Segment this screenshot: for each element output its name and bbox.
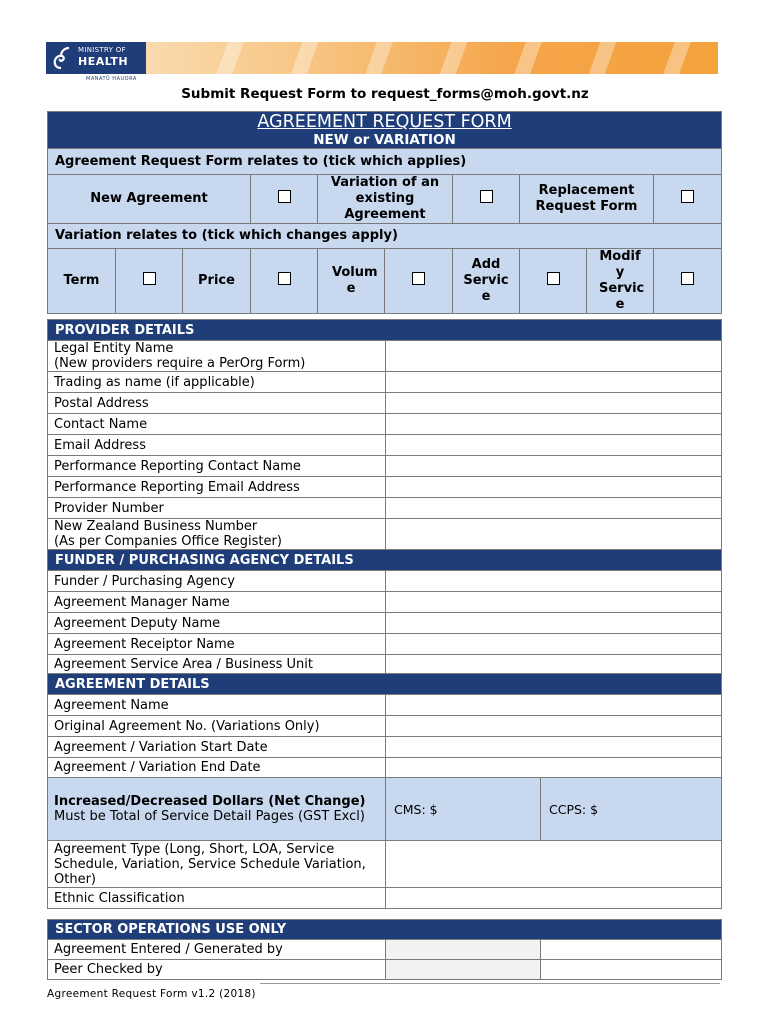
funder-agency-label: Funder / Purchasing Agency	[48, 571, 386, 592]
nzbn-label	[48, 519, 386, 550]
service-area-input[interactable]	[386, 655, 722, 674]
footer-version: Agreement Request Form v1.2 (2018)	[47, 988, 256, 1000]
option-add-service: Add Servic e	[453, 249, 520, 314]
checkbox-add-service[interactable]	[520, 249, 587, 314]
checkbox-icon	[143, 272, 156, 285]
ethnic-input[interactable]	[386, 888, 722, 909]
perf-email-label: Performance Reporting Email Address	[48, 477, 386, 498]
provider-legal-entity-input[interactable]	[386, 341, 722, 372]
provider-postal-address-input[interactable]	[386, 393, 722, 414]
checkbox-icon	[681, 272, 694, 285]
receiptor-name-label: Agreement Receiptor Name	[48, 634, 386, 655]
legal-entity-line1: Legal Entity Name	[54, 341, 174, 356]
relates-to-label: Agreement Request Form relates to (tick which applies)	[48, 149, 722, 175]
form-subtitle: NEW or VARIATION	[313, 132, 456, 148]
entered-by-input[interactable]	[386, 940, 541, 960]
checkbox-icon	[278, 190, 291, 203]
provider-trading-name-label: Trading as name (if applicable)	[48, 372, 386, 393]
provider-postal-address-label: Postal Address	[48, 393, 386, 414]
option-variation: Variation of an existing Agreement	[318, 175, 453, 224]
end-date-input[interactable]	[386, 758, 722, 778]
option-replacement: Replacement Request Form	[520, 175, 654, 224]
deputy-name-input[interactable]	[386, 613, 722, 634]
ministry-logo	[46, 42, 146, 74]
original-agreement-label: Original Agreement No. (Variations Only)	[48, 716, 386, 737]
option-new-agreement: New Agreement	[48, 175, 251, 224]
sector-operations-table	[47, 919, 722, 980]
banner-decoration	[196, 42, 718, 74]
logo-top-text: MINISTRY OF	[78, 46, 126, 54]
peer-checked-date[interactable]	[541, 960, 722, 980]
manager-name-input[interactable]	[386, 592, 722, 613]
form-title-cell	[48, 112, 722, 149]
logo-main-text: HEALTH	[78, 55, 129, 68]
dollars-label	[48, 778, 386, 841]
provider-email-input[interactable]	[386, 435, 722, 456]
nzbn-line1: New Zealand Business Number	[54, 519, 258, 534]
end-date-label: Agreement / Variation End Date	[48, 758, 386, 778]
agreement-name-label: Agreement Name	[48, 695, 386, 716]
entered-by-label: Agreement Entered / Generated by	[48, 940, 386, 960]
checkbox-modify-service[interactable]	[654, 249, 722, 314]
provider-contact-name-label: Contact Name	[48, 414, 386, 435]
checkbox-icon	[412, 272, 425, 285]
start-date-label: Agreement / Variation Start Date	[48, 737, 386, 758]
agreement-name-input[interactable]	[386, 695, 722, 716]
provider-legal-entity-label	[48, 341, 386, 372]
sector-heading: SECTOR OPERATIONS USE ONLY	[48, 920, 722, 940]
form-title: AGREEMENT REQUEST FORM	[257, 112, 512, 132]
variation-relates-label: Variation relates to (tick which changes apply)	[48, 224, 722, 249]
nzbn-input[interactable]	[386, 519, 722, 550]
provider-email-label: Email Address	[48, 435, 386, 456]
dollars-label-note: Must be Total of Service Detail Pages (GST Excl)	[54, 809, 365, 824]
provider-heading: PROVIDER DETAILS	[48, 320, 722, 341]
checkbox-icon	[278, 272, 291, 285]
option-term: Term	[48, 249, 116, 314]
manager-name-label: Agreement Manager Name	[48, 592, 386, 613]
provider-number-label: Provider Number	[48, 498, 386, 519]
submit-instruction: Submit Request Form to request_forms@moh.govt.nz	[181, 86, 589, 102]
checkbox-volume[interactable]	[385, 249, 453, 314]
original-agreement-input[interactable]	[386, 716, 722, 737]
start-date-input[interactable]	[386, 737, 722, 758]
provider-number-input[interactable]	[386, 498, 722, 519]
provider-trading-name-input[interactable]	[386, 372, 722, 393]
agreement-type-input[interactable]	[386, 841, 722, 888]
koru-icon	[51, 46, 71, 70]
ethnic-label: Ethnic Classification	[48, 888, 386, 909]
provider-contact-name-input[interactable]	[386, 414, 722, 435]
checkbox-price[interactable]	[251, 249, 318, 314]
nzbn-line2: (As per Companies Office Register)	[54, 534, 282, 549]
checkbox-icon	[547, 272, 560, 285]
service-area-label: Agreement Service Area / Business Unit	[48, 655, 386, 674]
footer-divider	[260, 983, 720, 984]
entered-by-date[interactable]	[541, 940, 722, 960]
option-price: Price	[183, 249, 251, 314]
cms-amount-field[interactable]: CMS: $	[386, 778, 541, 841]
checkbox-variation[interactable]	[453, 175, 520, 224]
request-type-table	[47, 111, 722, 314]
perf-contact-label: Performance Reporting Contact Name	[48, 456, 386, 477]
agreement-type-label: Agreement Type (Long, Short, LOA, Service Schedule, Variation, Service Schedule Variation, Other)	[48, 841, 386, 888]
checkbox-icon	[480, 190, 493, 203]
checkbox-new-agreement[interactable]	[251, 175, 318, 224]
funder-heading: FUNDER / PURCHASING AGENCY DETAILS	[48, 550, 722, 571]
option-volume: Volum e	[318, 249, 385, 314]
receiptor-name-input[interactable]	[386, 634, 722, 655]
legal-entity-line2: (New providers require a PerOrg Form)	[54, 356, 306, 371]
perf-contact-input[interactable]	[386, 456, 722, 477]
header-banner	[46, 42, 718, 74]
checkbox-icon	[681, 190, 694, 203]
dollars-label-bold: Increased/Decreased Dollars (Net Change)	[54, 794, 366, 809]
logo-sub-text: MANATŪ HAUORA	[86, 76, 137, 82]
peer-checked-input[interactable]	[386, 960, 541, 980]
deputy-name-label: Agreement Deputy Name	[48, 613, 386, 634]
perf-email-input[interactable]	[386, 477, 722, 498]
agreement-heading: AGREEMENT DETAILS	[48, 674, 722, 695]
checkbox-term[interactable]	[116, 249, 183, 314]
peer-checked-label: Peer Checked by	[48, 960, 386, 980]
ccps-amount-field[interactable]: CCPS: $	[541, 778, 722, 841]
checkbox-replacement[interactable]	[654, 175, 722, 224]
option-modify-service: Modif y Servic e	[587, 249, 654, 314]
funder-agency-input[interactable]	[386, 571, 722, 592]
details-table	[47, 319, 722, 909]
